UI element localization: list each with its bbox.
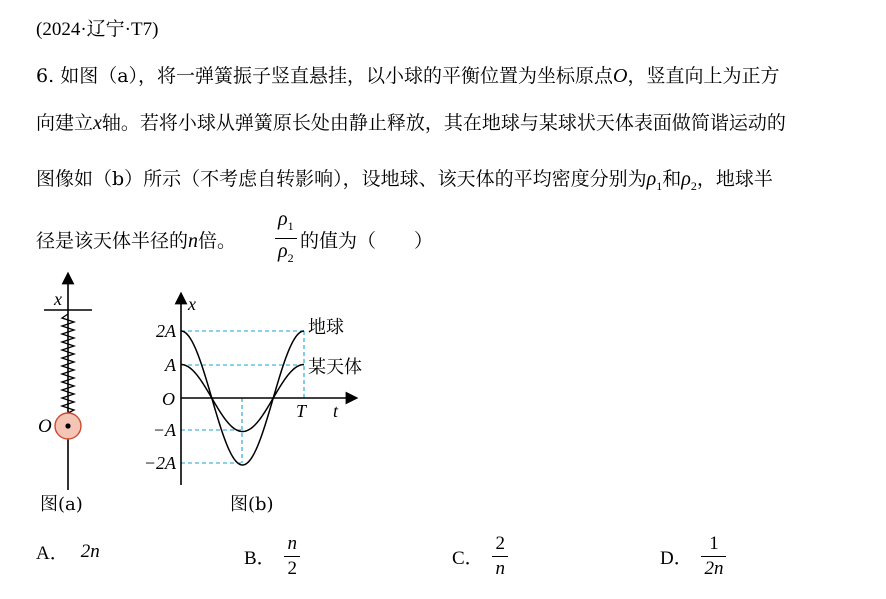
tick-neg-A: −A <box>152 420 176 440</box>
density-ratio-fraction: $\frac{\rho_1}{\rho_2}$ <box>275 207 297 270</box>
rho-2: $\rho_2$ <box>681 168 697 193</box>
figure-b-caption: 图(b) <box>230 494 274 515</box>
figure-a <box>38 278 92 515</box>
rho-1: $\rho_1$ <box>646 168 663 193</box>
option-a[interactable]: A． 2n <box>36 540 100 564</box>
ball-center <box>65 423 70 428</box>
origin-symbol: O <box>613 65 628 87</box>
question-source: (2024·辽宁·T7) <box>36 19 159 40</box>
question-line-4: 径是该天体半径的n倍。 <box>36 230 237 252</box>
tick-neg-2A: −2A <box>143 453 176 473</box>
figure-b-origin-label: O <box>162 389 175 409</box>
tick-2A: 2A <box>156 321 176 341</box>
figure-b-t-label: t <box>333 401 339 421</box>
question-blank: 的值为（ ） <box>300 230 434 252</box>
guide-lines <box>181 331 304 463</box>
x-symbol: x <box>93 112 102 134</box>
question-line-1: 6. 如图（a），将一弹簧振子竖直悬挂，以小球的平衡位置为坐标原点O，竖直向上为正方 <box>36 65 780 87</box>
figure-a-caption: 图(a) <box>40 494 83 515</box>
n-symbol: n <box>188 230 199 252</box>
curve-earth-label: 地球 <box>308 317 344 338</box>
tick-A: A <box>165 355 176 375</box>
option-b[interactable]: B． $\frac{n}{2}$ <box>244 532 304 581</box>
figure-a-axis-label: x <box>54 289 62 309</box>
option-c[interactable]: C． $\frac{2}{n}$ <box>452 532 512 581</box>
question-line-3: 图像如（b）所示（不考虑自转影响），设地球、该天体的平均密度分别为$\rho_1$和$\rho_2$，地球半 <box>36 168 773 193</box>
period-label: T <box>296 401 307 421</box>
figure-b <box>144 294 362 515</box>
option-d[interactable]: D． $\frac{1}{2n}$ <box>660 532 730 581</box>
curve-body-label: 某天体 <box>308 357 362 378</box>
question-number: 6. <box>36 65 55 87</box>
figure-b-y-label: x <box>188 294 196 314</box>
question-line-2: 向建立x轴。若将小球从弹簧原长处由静止释放，其在地球与某球状天体表面做简谐运动的 <box>36 112 786 134</box>
figure-a-origin-label: O <box>38 416 52 437</box>
